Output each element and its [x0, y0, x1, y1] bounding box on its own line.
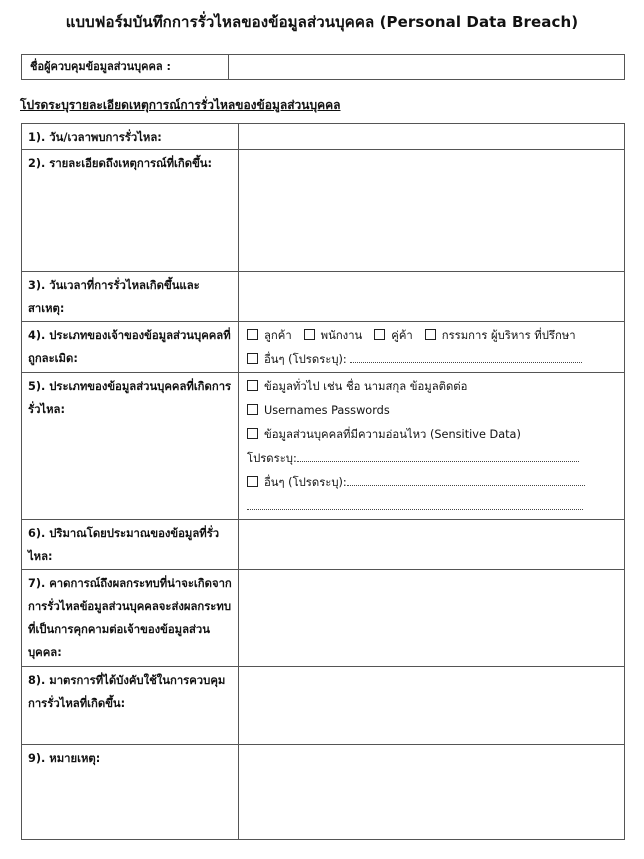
q3-answer-field[interactable] — [239, 272, 625, 322]
checkbox-owner-other[interactable] — [247, 353, 258, 364]
q1-label: 1). วัน/เวลาพบการรั่วไหล: — [22, 124, 239, 150]
checkbox-data-other[interactable] — [247, 476, 258, 487]
option-employee[interactable] — [304, 329, 363, 342]
data-type-general[interactable] — [247, 375, 618, 399]
data-other-fill-line[interactable] — [347, 473, 585, 486]
option-partner[interactable] — [374, 329, 412, 342]
row-discovery-datetime — [22, 124, 625, 150]
checkbox-board[interactable] — [425, 329, 436, 340]
q6-answer-field[interactable] — [239, 520, 625, 570]
option-employee-label: พนักงาน — [320, 329, 363, 342]
q4-options — [239, 322, 625, 373]
checkbox-partner[interactable] — [374, 329, 385, 340]
row-breach-datetime-cause — [22, 272, 625, 322]
q8-answer-field[interactable] — [239, 667, 625, 745]
data-type-credentials[interactable] — [247, 399, 618, 423]
data-extra-fill-line[interactable] — [247, 497, 583, 510]
checkbox-credentials[interactable] — [247, 404, 258, 415]
q3-label: 3). วันเวลาที่การรั่วไหลเกิดขึ้นและสาเหตุ: — [22, 272, 239, 322]
option-customer[interactable] — [247, 329, 292, 342]
data-type-extra-line — [247, 495, 618, 519]
controller-name-field[interactable] — [229, 55, 625, 80]
data-type-specify-label: โปรดระบุ: — [247, 452, 297, 465]
breach-details-table — [21, 123, 625, 840]
owner-other-fill-line[interactable] — [350, 350, 582, 363]
checkbox-employee[interactable] — [304, 329, 315, 340]
owner-types-line-1 — [247, 324, 618, 348]
q1-answer-field[interactable] — [239, 124, 625, 150]
checkbox-sensitive[interactable] — [247, 428, 258, 439]
q5-label: 5). ประเภทของข้อมูลส่วนบุคคลที่เกิดการรั่วไหล: — [22, 373, 239, 520]
row-control-measures — [22, 667, 625, 745]
row-data-types — [22, 373, 625, 520]
data-type-general-label: ข้อมูลทั่วไป เช่น ชื่อ นามสกุล ข้อมูลติดต่อ — [264, 380, 468, 393]
q9-answer-field[interactable] — [239, 745, 625, 840]
data-type-other[interactable] — [247, 471, 618, 495]
option-owner-other-label: อื่นๆ (โปรดระบุ): — [264, 353, 347, 366]
row-incident-details — [22, 150, 625, 272]
data-type-other-label: อื่นๆ (โปรดระบุ): — [264, 476, 347, 489]
row-expected-impact — [22, 570, 625, 667]
instruction-heading: โปรดระบุรายละเอียดเหตุการณ์การรั่วไหลของข้อมูลส่วนบุคคล — [20, 98, 341, 112]
page-title: แบบฟอร์มบันทึกการรั่วไหลของข้อมูลส่วนบุคคล (Personal Data Breach) — [65, 13, 579, 31]
q2-answer-field[interactable] — [239, 150, 625, 272]
option-board-label: กรรมการ ผู้บริหาร ที่ปรึกษา — [441, 329, 576, 342]
option-board[interactable] — [425, 329, 576, 342]
q2-label: 2). รายละเอียดถึงเหตุการณ์ที่เกิดขึ้น: — [22, 150, 239, 272]
q9-label: 9). หมายเหตุ: — [22, 745, 239, 840]
data-type-specify — [247, 447, 618, 471]
specify-fill-line[interactable] — [297, 449, 579, 462]
checkbox-customer[interactable] — [247, 329, 258, 340]
q7-answer-field[interactable] — [239, 570, 625, 667]
owner-types-line-2 — [247, 348, 618, 372]
controller-table — [21, 54, 625, 80]
option-partner-label: คู่ค้า — [391, 329, 413, 342]
data-type-sensitive-label: ข้อมูลส่วนบุคคลที่มีความอ่อนไหว (Sensitive Data) — [264, 428, 521, 441]
controller-name-label: ชื่อผู้ควบคุมข้อมูลส่วนบุคคล : — [22, 55, 229, 80]
data-type-sensitive[interactable] — [247, 423, 618, 447]
q7-label: 7). คาดการณ์ถึงผลกระทบที่น่าจะเกิดจากการรั่วไหลข้อมูลส่วนบุคคลจะส่งผลกระทบที่เป็นการคุกคามต่อเจ้าของข้อมูลส่วนบุคคล: — [22, 570, 239, 667]
q6-label: 6). ปริมาณโดยประมาณของข้อมูลที่รั่วไหล: — [22, 520, 239, 570]
row-remarks — [22, 745, 625, 840]
row-owner-types — [22, 322, 625, 373]
q5-options — [239, 373, 625, 520]
q8-label: 8). มาตรการที่ได้บังคับใช้ในการควบคุมการรั่วไหลที่เกิดขึ้น: — [22, 667, 239, 745]
option-customer-label: ลูกค้า — [264, 329, 292, 342]
data-type-credentials-label: Usernames Passwords — [264, 404, 390, 417]
row-data-volume — [22, 520, 625, 570]
q4-label: 4). ประเภทของเจ้าของข้อมูลส่วนบุคคลที่ถูกละเมิด: — [22, 322, 239, 373]
checkbox-general[interactable] — [247, 380, 258, 391]
